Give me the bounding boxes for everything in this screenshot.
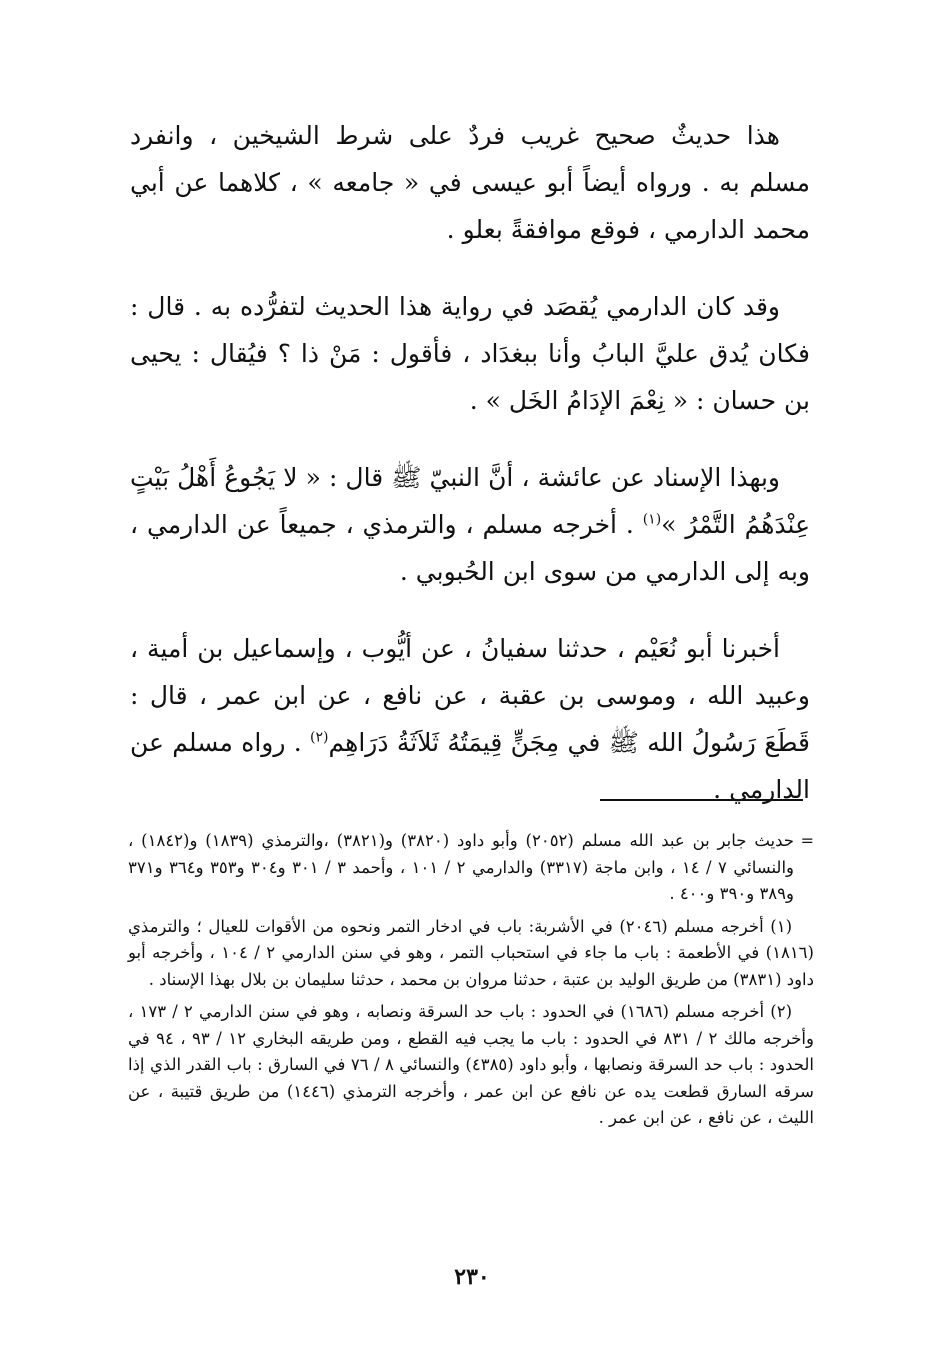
paragraph-3-text-after: . أخرجه مسلم ، والترمذي ، جميعاً عن الدارمي ، وبه إلى الدارمي من سوى ابن الحُبوبي . <box>130 510 810 586</box>
paragraph-4-text-after: . رواه مسلم عن الدارمي . <box>130 728 810 804</box>
main-text <box>130 112 810 813</box>
continuation-mark: = <box>800 831 814 850</box>
footnotes-section <box>128 828 814 1138</box>
footnote-continuation-text: حديث جابر بن عبد الله مسلم (٢٠٥٢) وأبو داود (٣٨٢٠) و(٣٨٢١) ،والترمذي (١٨٣٩) و(١٨٤٢) ، والنسائي ٧ / ١٤ ، وابن ماجة (٣٣١٧) والدارمي ٢ / ١٠١ ، وأحمد ٣ / ٣٠١ و٣٠٤ و٣٥٣ و٣٦٤ و٣٧١ و٣٨٩ و٣٩٠ و٤٠٠ . <box>128 831 794 903</box>
paragraph-1-text: هذا حديثٌ صحيح غريب فردٌ على شرط الشيخين ، وانفرد مسلم به . ورواه أيضاً أبو عيسى في « جامعه » ، كلاهما عن أبي محمد الدارمي ، فوقع موافقةً بعلو . <box>130 121 810 244</box>
footnote-continuation <box>128 828 814 908</box>
paragraph-2-text: وقد كان الدارمي يُقصَد في رواية هذا الحديث لتفرُّده به . قال : فكان يُدق عليَّ البابُ وأنا ببغدَاد ، فأقول : مَنْ ذا ؟ فيُقال : يحيى بن حسان : « نِعْمَ الإدَامُ الخَل » . <box>130 292 810 415</box>
paragraph-3 <box>130 454 810 595</box>
footnote-ref-2[interactable]: (٢) <box>310 729 329 746</box>
footnote-2 <box>128 999 814 1132</box>
paragraph-4-text: أخبرنا أبو نُعَيْم ، حدثنا سفيانُ ، عن أيُّوب ، وإسماعيل بن أمية ، وعبيد الله ، وموسى بن عقبة ، عن نافع ، عن ابن عمر ، قال : قَطَعَ رَسُولُ الله ﷺ في مِجَنٍّ قِيمَتُهُ ثَلاَثَةُ دَرَاهِم <box>130 634 810 757</box>
paragraph-3-text: وبهذا الإسناد عن عائشة ، أنَّ النبيّ ﷺ قال : « لا يَجُوعُ أَهْلُ بَيْتٍ عِنْدَهُمُ التَّمْرُ » <box>130 463 810 539</box>
paragraph-4 <box>130 625 810 813</box>
footnote-1 <box>128 914 814 994</box>
footnote-2-text: (٢) أخرجه مسلم (١٦٨٦) في الحدود : باب حد السرقة ونصابه ، وهو في سنن الدارمي ٢ / ١٧٣ ، وأخرجه مالك ٢ / ٨٣١ في الحدود : باب ما يجب فيه القطع ، ومن طريقه البخاري ١٢ / ٩٣ ، ٩٤ في الحدود : باب حد السرقة ونصابها ، وأبو داود (٤٣٨٥) والنسائي ٨ / ٧٦ في السارق : باب القدر الذي إذا سرقه السارق قطعت يده عن نافع عن ابن عمر ، وأخرجه الترمذي (١٤٤٦) من طريق قتيبة ، عن الليث ، عن نافع ، عن ابن عمر . <box>128 1002 814 1127</box>
footnote-ref-1[interactable]: (١) <box>642 511 662 528</box>
footnote-1-text: (١) أخرجه مسلم (٢٠٤٦) في الأشربة: باب في ادخار التمر ونحوه من الأقوات للعيال ؛ والترمذي (١٨١٦) في الأطعمة : باب ما جاء في استحباب التمر ، وهو في سنن الدارمي ٢ / ١٠٤ ، وأخرجه أبو داود (٣٨٣١) من طريق الوليد بن عتبة ، حدثنا مروان بن محمد ، حدثنا سليمان بن بلال بهذا الإسناد . <box>128 916 814 989</box>
paragraph-1 <box>130 112 810 253</box>
page-number: ٢٣٠ <box>454 1264 490 1290</box>
paragraph-2 <box>130 283 810 424</box>
footnote-divider <box>600 799 803 801</box>
